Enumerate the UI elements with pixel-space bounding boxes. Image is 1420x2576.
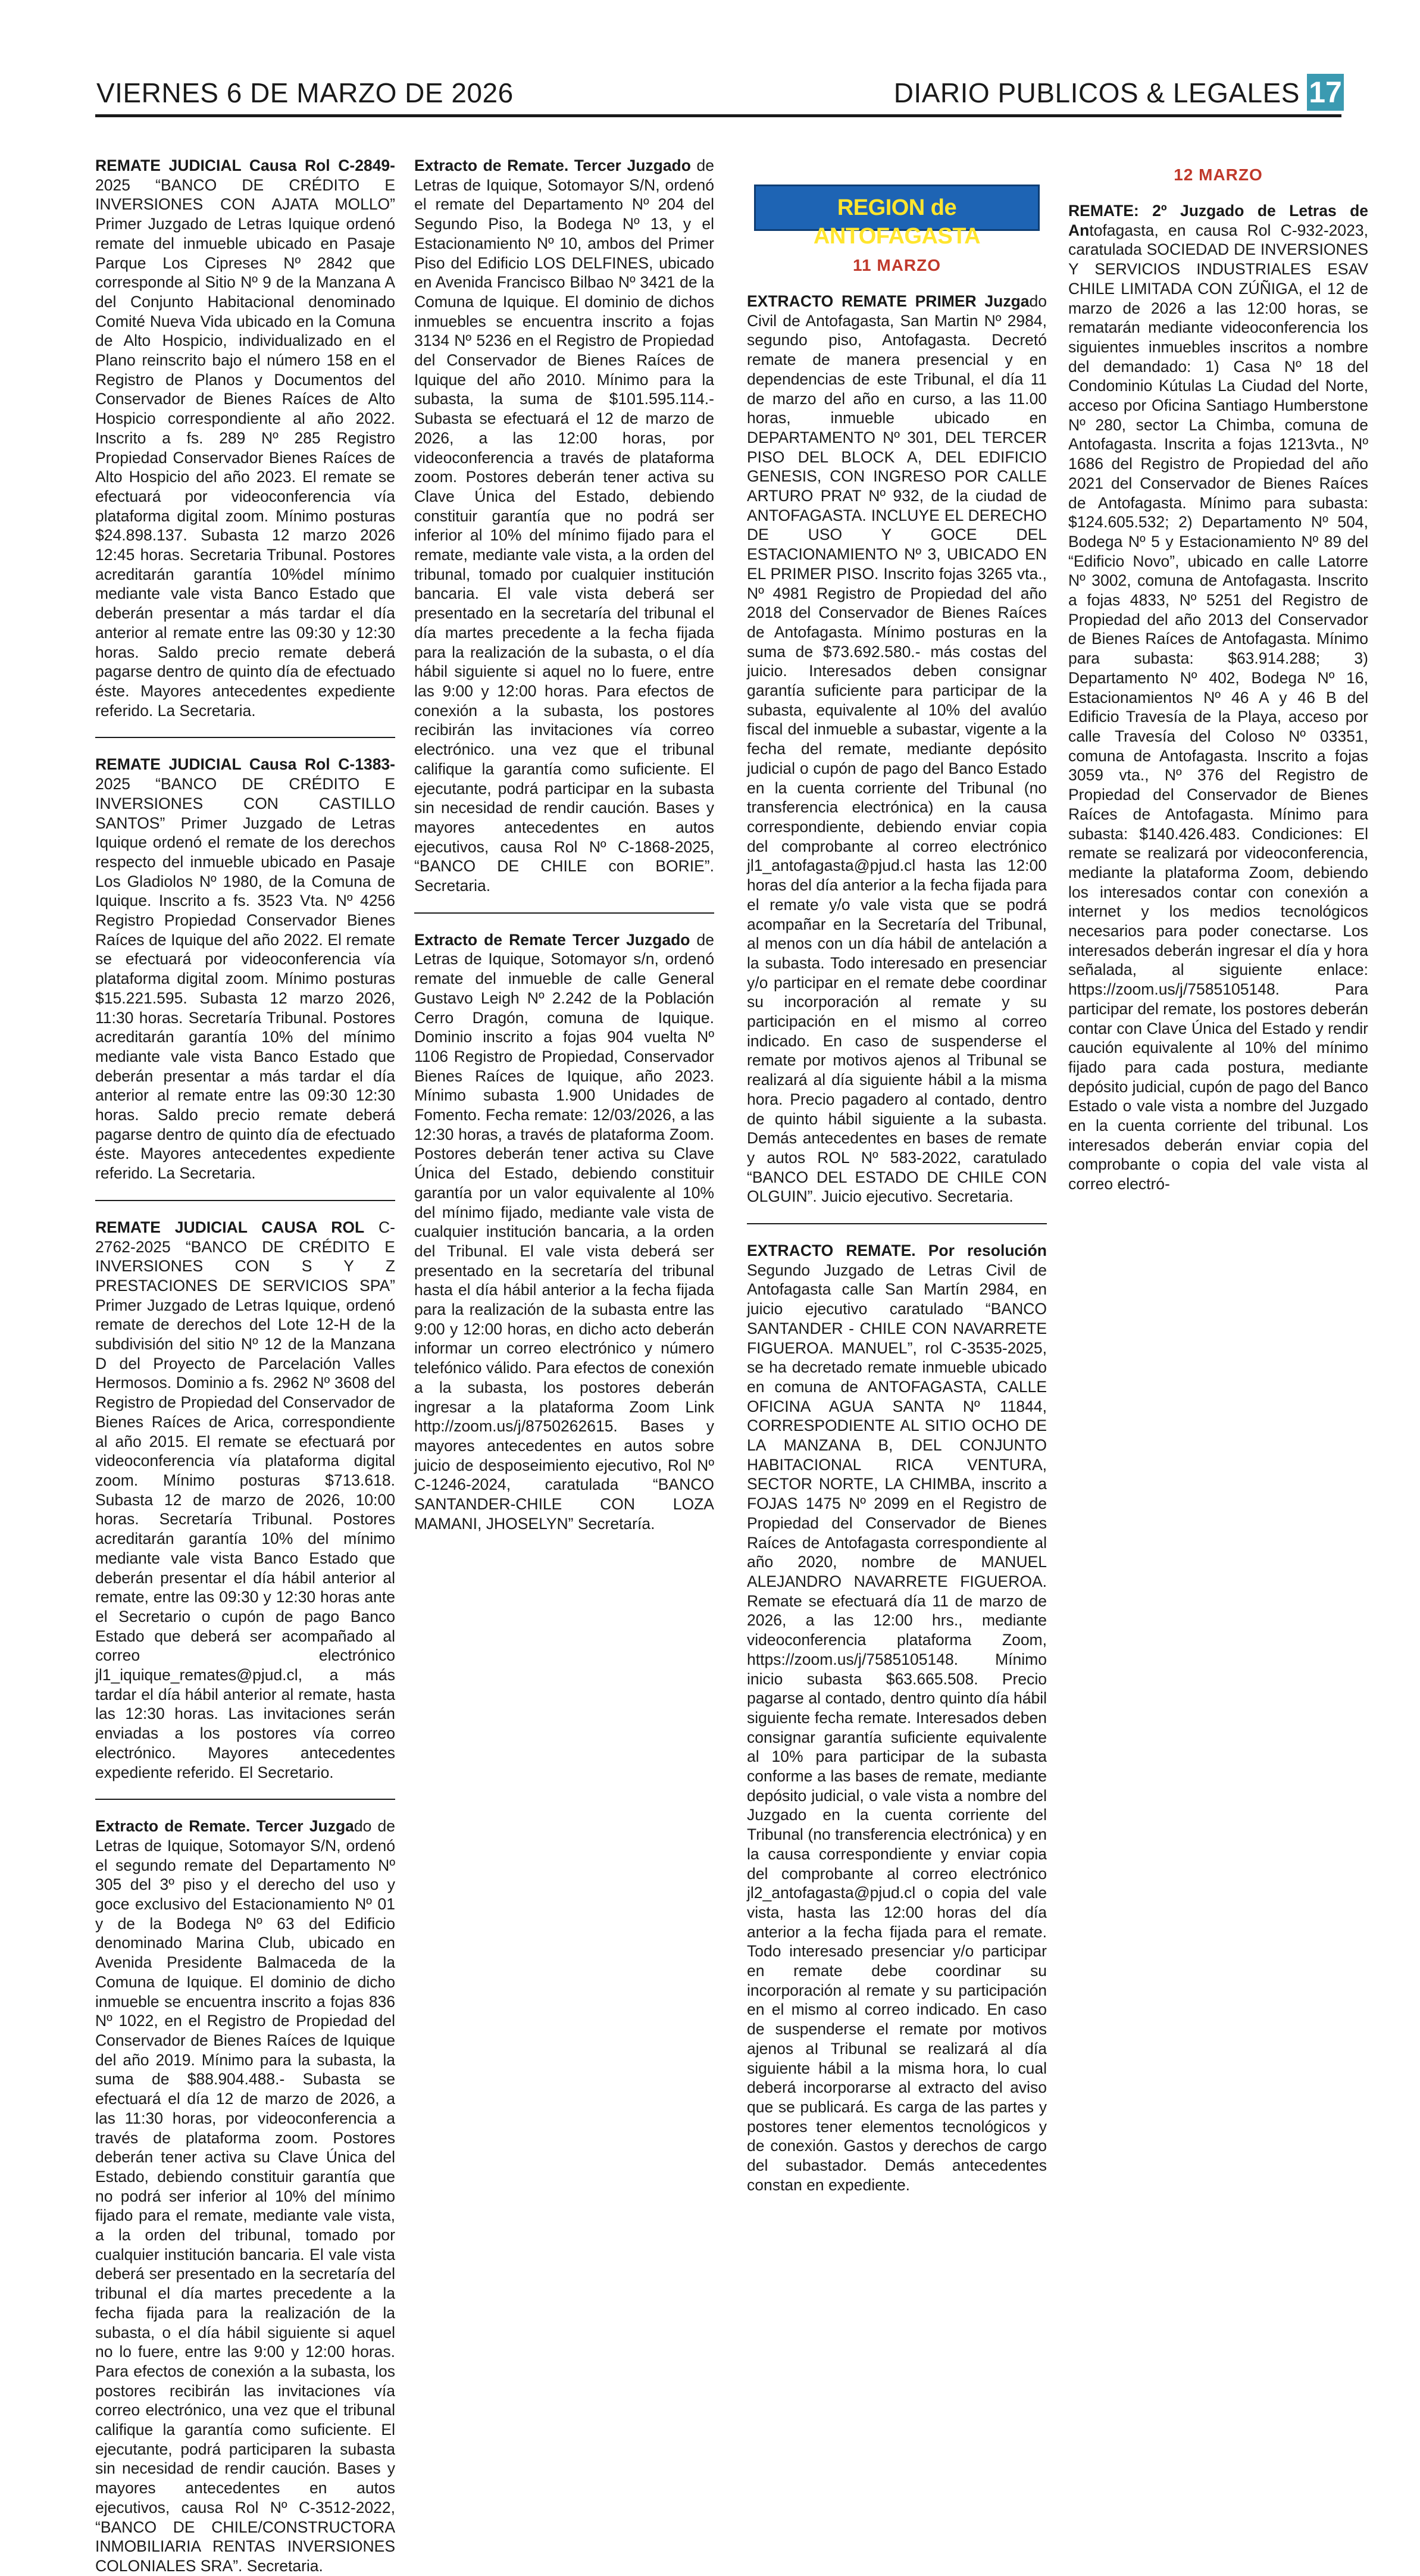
notice-extracto-c3512 — [95, 1817, 395, 2575]
notice-divider — [95, 1200, 395, 1201]
notice-divider — [95, 737, 395, 738]
notice-remate-c2762 — [95, 1218, 395, 1782]
notice-extracto-c3535 — [747, 1241, 1047, 2194]
notice-body: tofagasta, en causa Rol C-932-2023, caratulada SOCIEDAD DE INVERSIONES Y SERVICIOS INDUSTRIALES ESAV CHILE LIMITADA CON ZÚÑIGA, el 12 de marzo de 2026 a las 12:00 horas, se rematarán mediante videoconferencia los siguientes inmuebles inscritos a nombre del demandado: 1) Casa Nº 18 del Condominio Kútulas La Ciudad del Norte, acceso por Oficina Santiago Humberstone Nº 280, sector La Chimba, comuna de Antofagasta. Inscrita a fojas 1213vta., Nº 1686 del Registro de Propiedad del año 2021 del Conservador de Bienes Raíces de Antofagasta. Mínimo para subasta: $124.605.532; 2) Departamento Nº 504, Bodega Nº 5 y Estacionamiento Nº 89 del “Edificio Novo”, ubicado en calle Latorre Nº 3002, comuna de Antofagasta. Inscrito a fojas 4833, Nº 5251 del Registro de Propiedad del año 2013 del Conservador de Bienes Raíces de Antofagasta. Mínimo para subasta: $63.914.288; 3) Departamento Nº 402, Bodega Nº 16, Estacionamientos Nº 46 A y 46 B del Edificio Travesía de la Playa, acceso por calle Travesía del Coloso Nº 03351, comuna de Antofagasta. Inscrito a fojas 3059 vta., Nº 376 del Registro de Propiedad del Conservador de Bienes Raíces de Antofagasta. Mínimo para subasta: $140.426.483. Condiciones: El remate se realizará por videoconferencia, mediante la plataforma Zoom, debiendo los interesados contar con conexión a internet y los medios tecnológicos necesarios para poder conectarse. Los interesados deberán ingresar el día y hora señalada, al siguiente enlace: https://zoom.us/j/7585105148. Para participar del remate, los postores deberán contar con Clave Única del Estado y rendir caución equivalente al 10% del mínimo fijado para cada postura, mediante depósito judicial, cupón de pago del Banco Estado o vale vista a nombre del Juzgado en la cuenta corriente del tribunal. Los interesados deberán enviar copia del comprobante o copia del vale vista al correo electró- — [1068, 221, 1368, 1193]
notice-lead: Extracto de Remate. Tercer Juzga — [95, 1817, 354, 1836]
notice-extracto-c1246 — [414, 930, 714, 1534]
issue-date: VIERNES 6 DE MARZO DE 2026 — [96, 77, 514, 108]
date-heading-11-marzo: 11 MARZO — [852, 256, 942, 274]
notice-lead: EXTRACTO REMATE PRIMER Juzga — [747, 292, 1030, 310]
notice-divider — [95, 1799, 395, 1800]
column-3 — [747, 156, 1047, 2194]
notice-lead: EXTRACTO REMATE. Por resolución — [747, 1242, 1047, 1260]
date-heading-12-marzo: 12 MARZO — [1174, 165, 1263, 184]
notice-body: do de Letras de Iquique, Sotomayor S/N, ordenó el segundo remate del Departamento Nº 305 del 3º piso y el derecho del uso y goce exclusivo del Estacionamiento Nº 01 y de la Bodega Nº 63 del Edificio denominado Marina Club, ubicado en Avenida Presidente Balmaceda de la Comuna de Iquique. El dominio de dicho inmueble se encuentra inscrito a fojas 836 Nº 1022, en el Registro de Propiedad del Conservador de Bienes Raíces de Iquique del año 2019. Mínimo para la subasta, la suma de $88.904.488.- Subasta se efectuará el día 12 de marzo de 2026, a las 11:30 horas, por videoconferencia a través de plataforma zoom. Postores deberán tener activa su Clave Única del Estado, debiendo constituir garantía que no podrá ser inferior al 10% del mínimo fijado para el remate, mediante vale vista, a la orden del tribunal, tomado por cualquier institución bancaria. El vale vista deberá ser presentado en la secretaría del tribunal el día martes precedente a la fecha fijada para la realización de la subasta, o el día hábil siguiente si aquel no lo fuere, entre las 9:00 y 12:00 horas. Para efectos de conexión a la subasta, los postores recibirán las invitaciones vía correo electrónico, una vez que el tribunal califique la garantía como suficiente. El ejecutante, podrá participaren la subasta sin necesidad de rendir caución. Bases y mayores antecedentes en autos ejecutivos, causa Rol Nº C-3512-2022, “BANCO DE CHILE/CONSTRUCTORA INMOBILIARIA RENTAS INVERSIONES COLONIALES SRA”. Secretaria. — [95, 1817, 395, 2575]
notice-body: Segundo Juzgado de Letras Civil de Antofagasta calle San Martín 2984, en juicio ejecutivo caratulado “BANCO SANTANDER - CHILE CON NAVARRETE FIGUEROA. MANUEL”, rol C-3535-2025, se ha decretado remate inmueble ubicado en comuna de ANTOFAGASTA, CALLE OFICINA AGUA SANTA Nº 11844, CORRESPODIENTE AL SITIO OCHO DE LA MANZANA B, DEL CONJUNTO HABITACIONAL RICA VENTURA, SECTOR NORTE, LA CHIMBA, inscrito a FOJAS 1475 Nº 2099 en el Registro de Propiedad del Conservador de Bienes Raíces de Antofagasta correspondiente al año 2020, nombre de MANUEL ALEJANDRO NAVARRETE FIGUEROA. Remate se efectuará día 11 de marzo de 2026, a las 12:00 hrs., mediante videoconferencia plataforma Zoom, https://zoom.us/j/7585105148. Mínimo inicio subasta $63.665.508. Precio pagarse al contado, dentro quinto día hábil siguiente fecha remate. Interesados deben consignar garantía suficiente equivalente al 10% para participar de la subasta conforme a las bases de remate, mediante depósito judicial, o vale vista a nombre del Juzgado en la cuenta corriente del Tribunal (no transferencia electrónica) y en la causa correspondiente y enviar copia del comprobante al correo electrónico jl2_antofagasta@pjud.cl o copia del vale vista, hasta las 12:00 horas del día anterior a la fecha fijada para el remate. Todo interesado presenciar y/o participar en remate debe coordinar su incorporación al remate y su participación en el mismo al correo indicado. En caso de suspenderse el remate por motivos ajenos aI Tribunal se realizará al día siguiente hábil a la misma hora, lo cual deberá incorporarse al extracto del aviso que se publicará. Es carga de las partes y postores tener elementos tecnológicos y de conexión. Gastos y derechos de cargo del subastador. Demás antecedentes constan en expediente. — [747, 1261, 1047, 2194]
notice-extracto-rol-583 — [747, 292, 1047, 1206]
notices-area — [95, 156, 1368, 2575]
notice-lead: Extracto de Remate Tercer Juzgado — [414, 930, 690, 949]
notice-body: 2025 “BANCO DE CRÉDITO E INVERSIONES CON CASTILLO SANTOS” Primer Juzgado de Letras Iquique ordenó el remate de los derechos respecto del inmueble ubicado en Pasaje Los Gladiolos Nº 1980, de la Comuna de Iquique. Inscrito a fs. 3523 Vta. Nº 4256 Registro Propiedad Conservador Bienes Raíces de Iquique del año 2022. El remate se efectuará por videoconferencia vía plataforma digital zoom. Mínimo posturas $15.221.595. Subasta 12 marzo 2026, 11:30 horas. Secretaría Tribunal. Postores acreditarán garantía 10% del mínimo mediante vale vista Banco Estado que deberán presentar a más tardar el día anterior al remate entre las 09:30 12:30 horas. Saldo precio remate deberá pagarse dentro de quinto día de efectuado éste. Mayores antecedentes expediente referido. La Secretaria. — [95, 775, 395, 1183]
notice-remate-c2849 — [95, 156, 395, 720]
notice-lead: REMATE: 2º Juzgado de Letras de An — [1068, 202, 1368, 239]
column-2 — [414, 156, 714, 2061]
column-1 — [95, 156, 395, 2575]
page-number-badge: 17 — [1307, 74, 1344, 111]
publication-title: DIARIO PUBLICOS & LEGALES — [893, 77, 1300, 108]
notice-lead: REMATE JUDICIAL Causa Rol C-1383- — [95, 755, 395, 774]
notice-body: de Letras de Iquique, Sotomayor S/N, ordenó el remate del Departamento Nº 204 del Segundo Piso, la Bodega Nº 13, y el Estacionamiento Nº 10, ambos del Primer Piso del Edificio LOS DELFINES, ubicado en Avenida Francisco Bilbao Nº 3421 de la Comuna de Iquique. El dominio de dichos inmuebles se encuentra inscrito a fojas 3134 Nº 5236 en el Registro de Propiedad del Conservador de Bienes Raíces de Iquique del año 2010. Mínimo para la subasta, la suma de $101.595.114.-Subasta se efectuará el 12 de marzo de 2026, a las 12:00 horas, por videoconferencia a través de plataforma zoom. Postores deberán tener activa su Clave Única del Estado, debiendo constituir garantía que no podrá ser inferior al 10% del mínimo fijado para el remate, mediante vale vista, a la orden del tribunal, tomado por cualquier institución bancaria. El vale vista deberá ser presentado en la secretaría del tribunal el día martes precedente a la fecha fijada para la realización de la subasta, o el día hábil siguiente si aquel no lo fuere, entre las 9:00 y 12:00 horas. Para efectos de conexión a la subasta, los postores recibirán las invitaciones vía correo electrónico. una vez que el tribunal califique la garantía como suficiente. El ejecutante, podrá participar en la subasta sin necesidad de rendir caución. Bases y mayores antecedentes en autos ejecutivos, causa Rol Nº C-1868-2025, “BANCO DE CHILE con BORIE”. Secretaria. — [414, 157, 714, 895]
notice-divider — [414, 912, 714, 914]
notice-divider — [747, 1223, 1047, 1224]
region-banner — [754, 185, 1040, 249]
notice-lead: REMATE JUDICIAL CAUSA ROL — [95, 1218, 365, 1236]
notice-body: 2025 “BANCO DE CRÉDITO E INVERSIONES CON AJATA MOLLO” Primer Juzgado de Letras Iquique ordenó remate del inmueble ubicado en Pasaje Parque Los Cipreses Nº 2842 que corresponde al Sitio Nº 9 de la Manzana A del Conjunto Habitacional denominado Comité Nueva Vida ubicado en la Comuna de Alto Hospicio, individualizado en el Plano reinscrito bajo el número 158 en el Registro de Planos y Documentos del Conservador de Bienes Raíces de Alto Hospicio correspondiente al año 2022. Inscrito a fs. 289 Nº 285 Registro Propiedad Conservador Bienes Raíces de Alto Hospicio del año 2023. El remate se efectuará por videoconferencia vía plataforma digital zoom. Mínimo posturas $24.898.137. Subasta 12 marzo 2026 12:45 horas. Secretaria Tribunal. Postores acreditarán garantía 10%del mínimo mediante vale vista Banco Estado que deberán presentar a más tardar el día anterior al remate entre las 09:30 y 12:30 horas. Saldo precio remate deberá pagarse dentro de quinto día de efectuado éste. Mayores antecedentes expediente referido. La Secretaria. — [95, 176, 395, 720]
notice-extracto-c1868 — [414, 156, 714, 896]
page-header — [95, 73, 1341, 117]
notice-body: C-2762-2025 “BANCO DE CRÉDITO E INVERSIONES CON S Y Z PRESTACIONES DE SERVICIOS SPA” Primer Juzgado de Letras Iquique, ordenó remate de derechos del Lote 12-H de la subdivisión del sitio Nº 12 de la Manzana D del Proyecto de Parcelación Valles Hermosos. Dominio a fs. 2962 Nº 3608 del Registro de Propiedad del Conservador de Bienes Raíces de Arica, correspondiente al año 2015. El remate se efectuará por videoconferencia vía plataforma digital zoom. Mínimo posturas $713.618. Subasta 12 de marzo de 2026, 10:00 horas. Secretaría Tribunal. Postores acreditarán garantía 10% del mínimo mediante vale vista Banco Estado que deberán presentar el día hábil anterior al remate, entre las 09:30 y 12:30 horas ante el Secretario o cupón de pago Banco Estado que deberá ser acompañado al correo electrónico jl1_iquique_remates@pjud.cl, a más tardar el día hábil anterior al remate, hasta las 12:30 horas. Las invitaciones serán enviadas a los postores vía correo electrónico. Mayores antecedentes expediente referido. El Secretario. — [95, 1218, 395, 1781]
notice-remate-c932 — [1068, 201, 1368, 1194]
notice-body: de Letras de Iquique, Sotomayor s/n, ordenó remate del inmueble de calle General Gustavo Leigh Nº 2.242 de la Población Cerro Dragón, comuna de Iquique. Dominio inscrito a fojas 904 vuelta Nº 1106 Registro de Propiedad, Conservador Bienes Raíces de Iquique, año 2023. Mínimo subasta 1.900 Unidades de Fomento. Fecha remate: 12/03/2026, a las 12:30 horas, a través de plataforma Zoom. Postores deberán tener activa su Clave Única del Estado, debiendo constituir garantía por un valor equivalente al 10% del mínimo fijado, mediante vale vista de cualquier institución bancaria, a la orden del Tribunal. El vale vista deberá ser presentado en la secretaría del tribunal hasta el día hábil anterior a la fecha fijada para la realización de la subasta entre las 9:00 y 12:00 horas, en dicho acto deberán informar un correo electrónico y número telefónico válido. Para efectos de conexión a la subasta, los postores deberán ingresar a la plataforma Zoom Link http://zoom.us/j/8750262615. Bases y mayores antecedentes en autos sobre juicio de desposeimiento ejecutivo, Rol Nº C-1246-2024, caratulada “BANCO SANTANDER-CHILE CON LOZA MAMANI, JHOSELYN” Secretaría. — [414, 930, 714, 1533]
notice-remate-c1383 — [95, 755, 395, 1183]
notice-body: do Civil de Antofagasta, San Martin Nº 2984, segundo piso, Antofagasta. Decretó remate de manera presencial y en dependencias de este Tribunal, el día 11 de marzo del año en curso, a las 11.00 horas, inmueble ubicado en DEPARTAMENTO Nº 301, DEL TERCER PISO DEL BLOCK A, DEL EDIFICIO GENESIS, CON INGRESO POR CALLE ARTURO PRAT Nº 932, de la ciudad de ANTOFAGASTA. INCLUYE EL DERECHO DE USO Y GOCE DEL ESTACIONAMIENTO Nº 3, UBICADO EN EL PRIMER PISO. Inscrito fojas 3265 vta., Nº 4981 Registro de Propiedad del año 2018 del Conservador de Bienes Raíces de Antofagasta. Mínimo posturas en la suma de $73.692.580.- más costas del juicio. Interesados deben consignar garantía suficiente para participar de la subasta, equivalente al 10% del avalúo fiscal del inmueble a subastar, vigente a la fecha del remate, mediante depósito judicial o cupón de pago del Banco Estado en la cuenta corriente del Tribunal (no transferencia electrónica) en la causa correspondiente, debiendo enviar copia del comprobante al correo electrónico jl1_antofagasta@pjud.cl hasta las 12:00 horas del día anterior a la fecha fijada para el remate y/o vale vista que se podrá acompañar en la Secretaría del Tribunal, al menos con un día hábil de antelación a la subasta. Todo interesado en presenciar y/o participar en el remate debe coordinar su incorporación al remate y su participación en el mismo al correo indicado. En caso de suspenderse el remate por motivos ajenos al Tribunal se realizará al día siguiente hábil a la misma hora. Precio pagadero al contado, dentro de quinto hábil siguiente a la subasta. Demás antecedentes en bases de remate y autos ROL Nº 583-2022, caratulado “BANCO DEL ESTADO DE CHILE CON OLGUIN”. Juicio ejecutivo. Secretaria. — [747, 292, 1047, 1206]
region-banner-label: REGION de ANTOFAGASTA — [813, 195, 981, 249]
notice-lead: REMATE JUDICIAL Causa Rol C-2849- — [95, 157, 395, 174]
notice-lead: Extracto de Remate. Tercer Juzgado — [414, 157, 691, 174]
column-4 — [1068, 156, 1368, 2061]
